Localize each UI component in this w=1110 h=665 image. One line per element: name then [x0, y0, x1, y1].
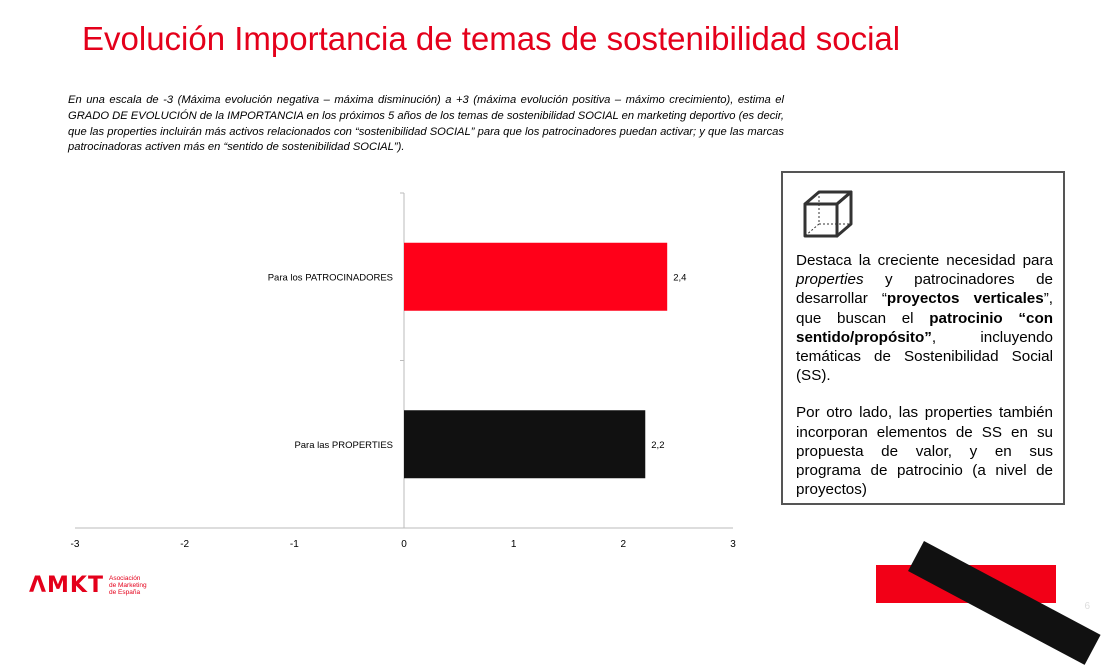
callout-text [796, 251, 1053, 517]
x-tick-label: -3 [70, 539, 80, 550]
x-tick-label: 0 [401, 539, 407, 550]
category-label: Para las PROPERTIES [294, 439, 393, 451]
cube-icon [799, 186, 857, 244]
insight-callout [781, 171, 1065, 505]
data-label: 2,4 [673, 272, 687, 284]
page-number: 6 [1084, 601, 1090, 612]
logo-subtitle: Asociación de Marketing de España [108, 574, 147, 597]
x-tick-label: 2 [620, 539, 627, 550]
bar [404, 410, 645, 478]
data-label: 2,2 [651, 439, 665, 451]
category-label: Para los PATROCINADORES [267, 272, 393, 284]
callout-paragraph-2: Por otro lado, las properties también incorporan elementos de SS en su propuesta de valor, y en sus programa de patrocinio (a nivel de proyectos) [796, 404, 1053, 499]
logo-mark: ΛMKT [29, 573, 104, 598]
question-text: En una escala de -3 (Máxima evolución negativa – máxima disminución) a +3 (máxima evolución positiva – máximo crecimiento), estima el GRADO DE EVOLUCIÓN de la IMPORTANCIA en los próximos 5 años de los temas de sostenibilidad SOCIAL en marketing deportivo (es decir, que las properties incluirán más activos relacionados con “sostenibilidad SOCIAL” para que los patrocinadores puedan activar; y que las marcas patrocinadoras activen más en “sentido de sostenibilidad SOCIAL”). [68, 94, 784, 154]
callout-paragraph-1: Destaca la creciente necesidad para properties y patrocinadores de desarrollar “proyectos verticales”, que buscan el patrocinio “con sentido/propósito”, incluyendo temáticas de Sostenibilidad Social (SS). [796, 252, 1053, 385]
bar [404, 243, 667, 311]
amkt-logo [29, 573, 147, 598]
x-tick-label: -2 [180, 539, 190, 550]
x-tick-label: -1 [289, 539, 299, 550]
x-tick-label: 3 [730, 539, 736, 550]
x-tick-label: 1 [510, 539, 517, 550]
slide-title: Evolución Importancia de temas de sostenibilidad social [82, 20, 901, 57]
